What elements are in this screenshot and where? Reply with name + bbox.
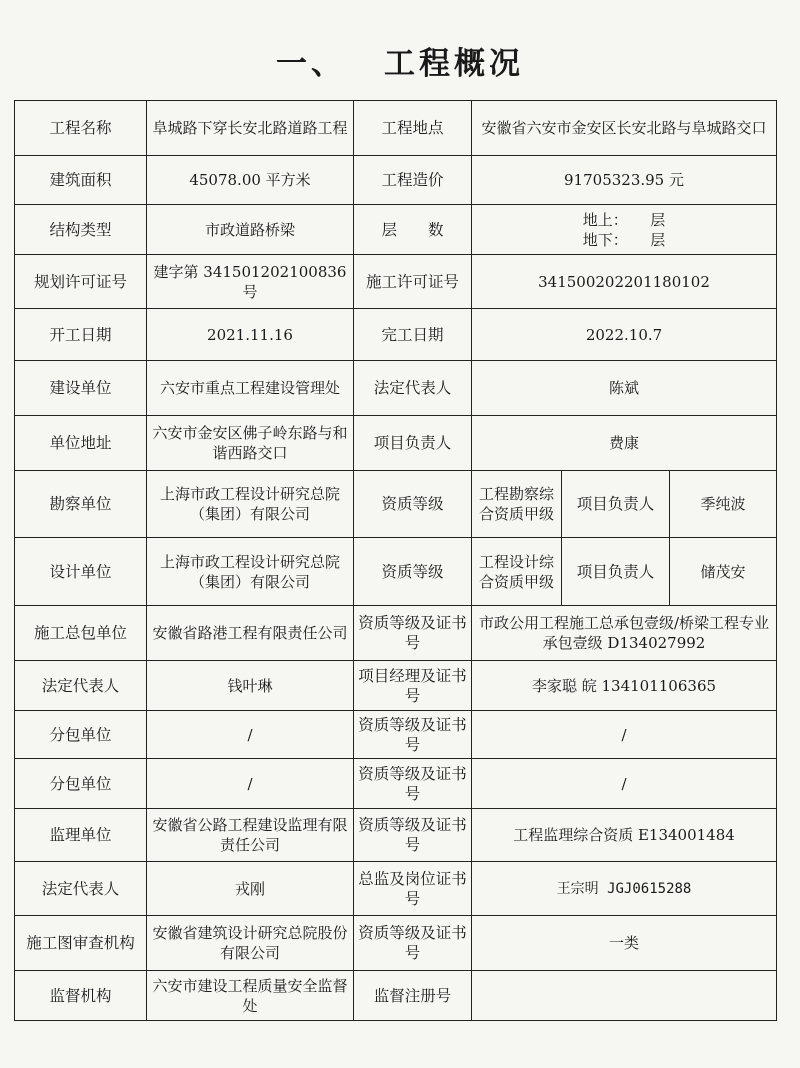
label-start-date: 开工日期 — [15, 309, 147, 361]
label-structure-type: 结构类型 — [15, 205, 147, 255]
table-row — [15, 361, 777, 416]
label-floors: 层 数 — [354, 205, 472, 255]
label-design-leader: 项目负责人 — [562, 538, 670, 606]
label-subcontractor-2-grade: 资质等级及证书号 — [354, 759, 472, 809]
value-project-name: 阜城路下穿长安北路道路工程 — [147, 101, 354, 156]
table-row — [15, 255, 777, 309]
value-floors — [472, 205, 777, 255]
label-construction-permit: 施工许可证号 — [354, 255, 472, 309]
label-completion-date: 完工日期 — [354, 309, 472, 361]
label-general-contractor: 施工总包单位 — [15, 606, 147, 661]
table-row — [15, 971, 777, 1021]
table-row — [15, 661, 777, 711]
page-title — [0, 38, 800, 83]
value-supervision-unit: 安徽省公路工程建设监理有限责任公司 — [147, 809, 354, 862]
value-floor-area: 45078.00 平方米 — [147, 156, 354, 205]
label-design-unit: 设计单位 — [15, 538, 147, 606]
value-contractor-grade: 市政公用工程施工总承包壹级/桥梁工程专业承包壹级 D134027992 — [472, 606, 777, 661]
value-project-leader: 费康 — [472, 416, 777, 471]
table-row — [15, 205, 777, 255]
label-survey-grade: 资质等级 — [354, 471, 472, 538]
label-supervision-grade: 资质等级及证书号 — [354, 809, 472, 862]
value-project-location: 安徽省六安市金安区长安北路与阜城路交口 — [472, 101, 777, 156]
label-subcontractor-2: 分包单位 — [15, 759, 147, 809]
value-completion-date: 2022.10.7 — [472, 309, 777, 361]
section-title: 工程概况 — [384, 46, 524, 82]
value-structure-type: 市政道路桥梁 — [147, 205, 354, 255]
table-row — [15, 309, 777, 361]
table-row — [15, 916, 777, 971]
label-planning-permit: 规划许可证号 — [15, 255, 147, 309]
label-developer-legal-rep: 法定代表人 — [354, 361, 472, 416]
label-design-grade: 资质等级 — [354, 538, 472, 606]
floors-below: 地下： 层 — [582, 230, 666, 249]
value-survey-grade: 工程勘察综合资质甲级 — [472, 471, 562, 538]
value-subcontractor-1-grade: / — [472, 711, 777, 759]
table-row — [15, 471, 777, 538]
table-row — [15, 101, 777, 156]
label-project-name: 工程名称 — [15, 101, 147, 156]
table-row — [15, 862, 777, 916]
value-survey-leader: 季纯波 — [670, 471, 777, 538]
value-project-cost: 91705323.95 元 — [472, 156, 777, 205]
label-project-manager: 项目经理及证书号 — [354, 661, 472, 711]
table-row — [15, 759, 777, 809]
label-review-grade: 资质等级及证书号 — [354, 916, 472, 971]
label-project-location: 工程地点 — [354, 101, 472, 156]
value-supervision-legal-rep: 戎刚 — [147, 862, 354, 916]
value-design-leader: 储茂安 — [670, 538, 777, 606]
table-row — [15, 538, 777, 606]
table-row — [15, 156, 777, 205]
label-floor-area: 建筑面积 — [15, 156, 147, 205]
value-oversight-reg-no — [472, 971, 777, 1021]
label-project-cost: 工程造价 — [354, 156, 472, 205]
label-supervision-legal-rep: 法定代表人 — [15, 862, 147, 916]
table-row — [15, 416, 777, 471]
value-unit-address: 六安市金安区佛子岭东路与和谐西路交口 — [147, 416, 354, 471]
value-start-date: 2021.11.16 — [147, 309, 354, 361]
value-chief-supervisor: 王宗明 JGJ0615288 — [472, 862, 777, 916]
value-subcontractor-2-grade: / — [472, 759, 777, 809]
label-subcontractor-1-grade: 资质等级及证书号 — [354, 711, 472, 759]
value-project-manager: 李家聪 皖 134101106365 — [472, 661, 777, 711]
value-contractor-legal-rep: 钱叶琳 — [147, 661, 354, 711]
section-number: 一、 — [276, 46, 346, 82]
floors-above: 地上： 层 — [582, 210, 666, 229]
table-row — [15, 606, 777, 661]
label-oversight-agency: 监督机构 — [15, 971, 147, 1021]
label-drawing-review-agency: 施工图审查机构 — [15, 916, 147, 971]
label-oversight-reg-no: 监督注册号 — [354, 971, 472, 1021]
label-contractor-grade: 资质等级及证书号 — [354, 606, 472, 661]
value-supervision-grade: 工程监理综合资质 E134001484 — [472, 809, 777, 862]
value-review-grade: 一类 — [472, 916, 777, 971]
value-design-unit: 上海市政工程设计研究总院（集团）有限公司 — [147, 538, 354, 606]
value-subcontractor-2: / — [147, 759, 354, 809]
value-subcontractor-1: / — [147, 711, 354, 759]
table-row — [15, 711, 777, 759]
label-chief-supervisor: 总监及岗位证书号 — [354, 862, 472, 916]
value-general-contractor: 安徽省路港工程有限责任公司 — [147, 606, 354, 661]
label-subcontractor-1: 分包单位 — [15, 711, 147, 759]
table-row — [15, 809, 777, 862]
label-developer: 建设单位 — [15, 361, 147, 416]
value-developer-legal-rep: 陈斌 — [472, 361, 777, 416]
value-design-grade: 工程设计综合资质甲级 — [472, 538, 562, 606]
value-developer: 六安市重点工程建设管理处 — [147, 361, 354, 416]
label-survey-leader: 项目负责人 — [562, 471, 670, 538]
label-project-leader: 项目负责人 — [354, 416, 472, 471]
value-construction-permit: 341500202201180102 — [472, 255, 777, 309]
value-drawing-review-agency: 安徽省建筑设计研究总院股份有限公司 — [147, 916, 354, 971]
value-survey-unit: 上海市政工程设计研究总院（集团）有限公司 — [147, 471, 354, 538]
label-supervision-unit: 监理单位 — [15, 809, 147, 862]
label-unit-address: 单位地址 — [15, 416, 147, 471]
value-oversight-agency: 六安市建设工程质量安全监督处 — [147, 971, 354, 1021]
project-overview-table — [14, 100, 777, 1021]
label-survey-unit: 勘察单位 — [15, 471, 147, 538]
label-contractor-legal-rep: 法定代表人 — [15, 661, 147, 711]
value-planning-permit: 建字第 341501202100836号 — [147, 255, 354, 309]
